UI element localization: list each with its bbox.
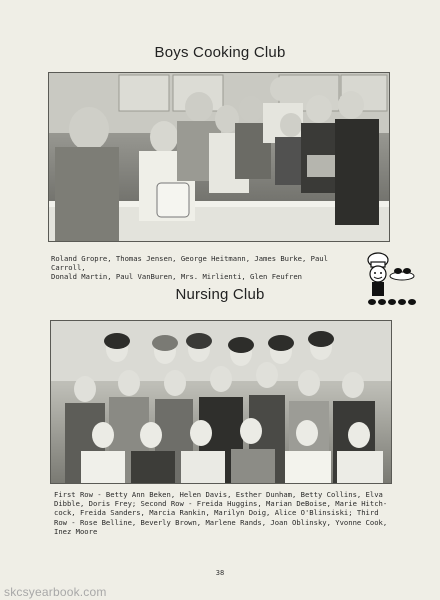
caption-cooking-club: Roland Gropre, Thomas Jensen, George Heitmann, James Burke, Paul Carroll, Donald Martin, Paul VanBuren, Mrs. Mirlienti, Glen Feufren [51, 254, 328, 282]
section-title-cooking: Boys Cooking Club [154, 44, 286, 61]
caption-nursing-club: First Row - Betty Ann Beken, Helen Davis, Esther Dunham, Betty Collins, Elva Dibble, Doris Frey; Second Row - Freida Huggins, Marian DeBoise, Marie Hitch- cock, Freida Sanders, Marcia Rankin, Marilyn Doig, Alice O'Blinsiski; Third Row - Rose Belline, Beverly Brown, Marlene Rands, Joan Oblinsky, Yvonne Cook, Inez Moore [54, 490, 388, 536]
section-title-nursing: Nursing Club [175, 286, 265, 303]
photo-cooking-illustration [49, 73, 389, 241]
photo-boys-cooking-club [48, 72, 390, 242]
photo-nursing-illustration [51, 321, 391, 483]
watermark: skcsyearbook.com [4, 585, 107, 599]
page-number: 38 [215, 569, 225, 577]
photo-nursing-club [50, 320, 392, 484]
